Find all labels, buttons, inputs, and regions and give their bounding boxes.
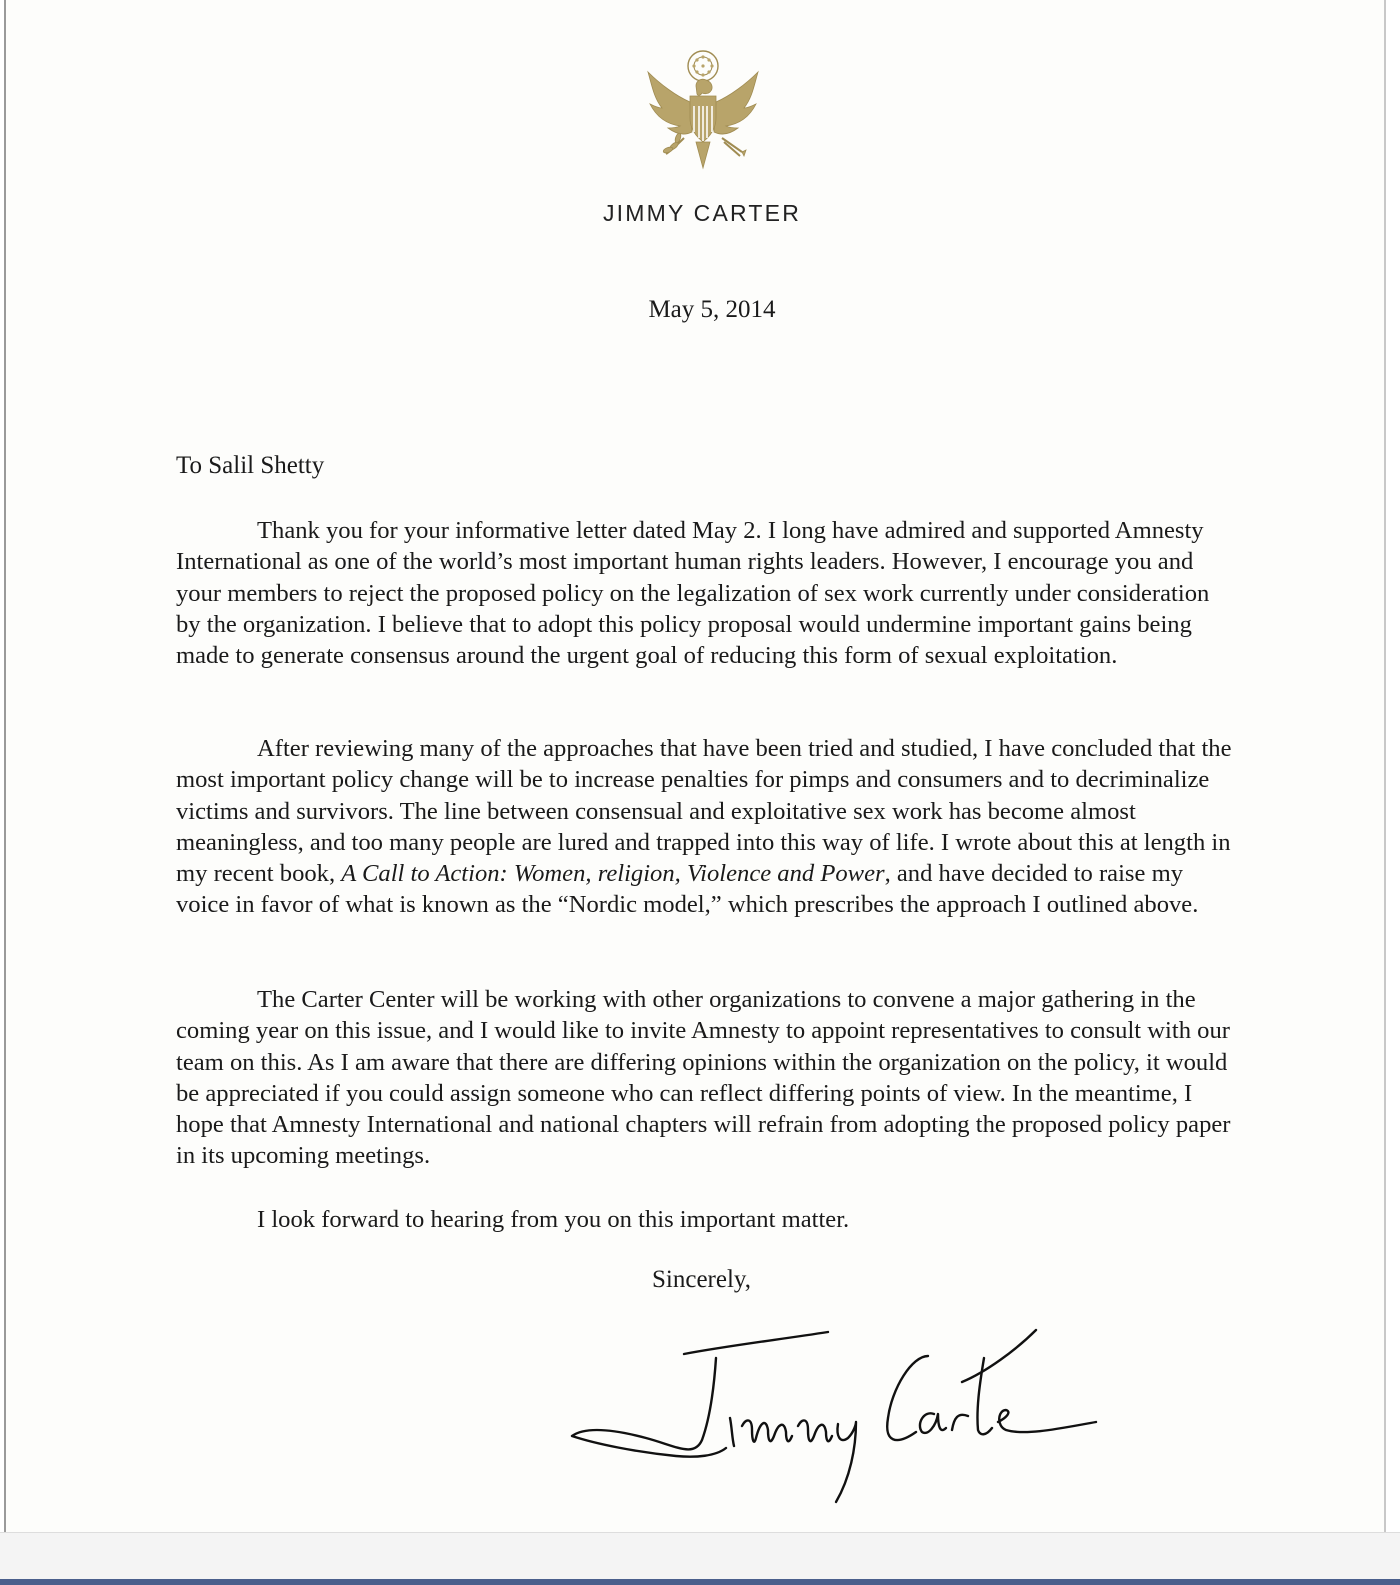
paragraph-2 [176,733,1238,921]
presidential-eagle-seal-icon [642,46,764,174]
book-title: A Call to Action: Women, religion, Violence and Power [341,860,885,888]
window-bottom-bar [0,1532,1400,1585]
closing: Sincerely, [652,1266,752,1293]
salutation: To Salil Shetty [176,452,325,479]
paragraph-3: The Carter Center will be working with other organizations to convene a major gathering in the coming year on this issue, and I would like to invite Amnesty to appoint representatives to consult with our team on this. As I am aware that there are differing opinions within the organization on the policy, it would be appreciated if you could assign someone who can reflect differing points of view. In the meantime, I hope that Amnesty International and national chapters will refrain from adopting the proposed policy paper in its upcoming meetings. [176,986,1231,1170]
paragraph-1: Thank you for your informative letter dated May 2. I long have admired and supported Amnesty International as one of the world’s most important human rights leaders. However, I encourage you and your members to reject the proposed policy on the legalization of sex work currently under consideration by the organization. I believe that to adopt this policy proposal would undermine important gains being made to generate consensus around the urgent goal of reducing this form of sexual exploitation. [176,517,1210,670]
signature-icon [566,1318,1106,1508]
letter-page [4,0,1386,1532]
paragraph-2-text-start: After reviewing many of the approaches that have been tried and studied, I have concluded that the most important policy change will be to increase penalties for pimps and consumers and to decriminalize victims and survivors. The line between consensual and exploitative sex work has become almost meaningless, and too many people are lured and trapped into this way of life. I wrote about this at length in my recent book, [176,735,1232,888]
taskbar-strip [0,1579,1400,1585]
paragraph-2-text-end: , and have decided to raise my voice in favor of what is known as the “Nordic model,” which prescribes the approach I outlined above. [176,860,1199,919]
letterhead-name: JIMMY CARTER [602,200,802,226]
paragraph-4: I look forward to hearing from you on this important matter. [257,1206,850,1233]
letter-date: May 5, 2014 [648,296,776,323]
